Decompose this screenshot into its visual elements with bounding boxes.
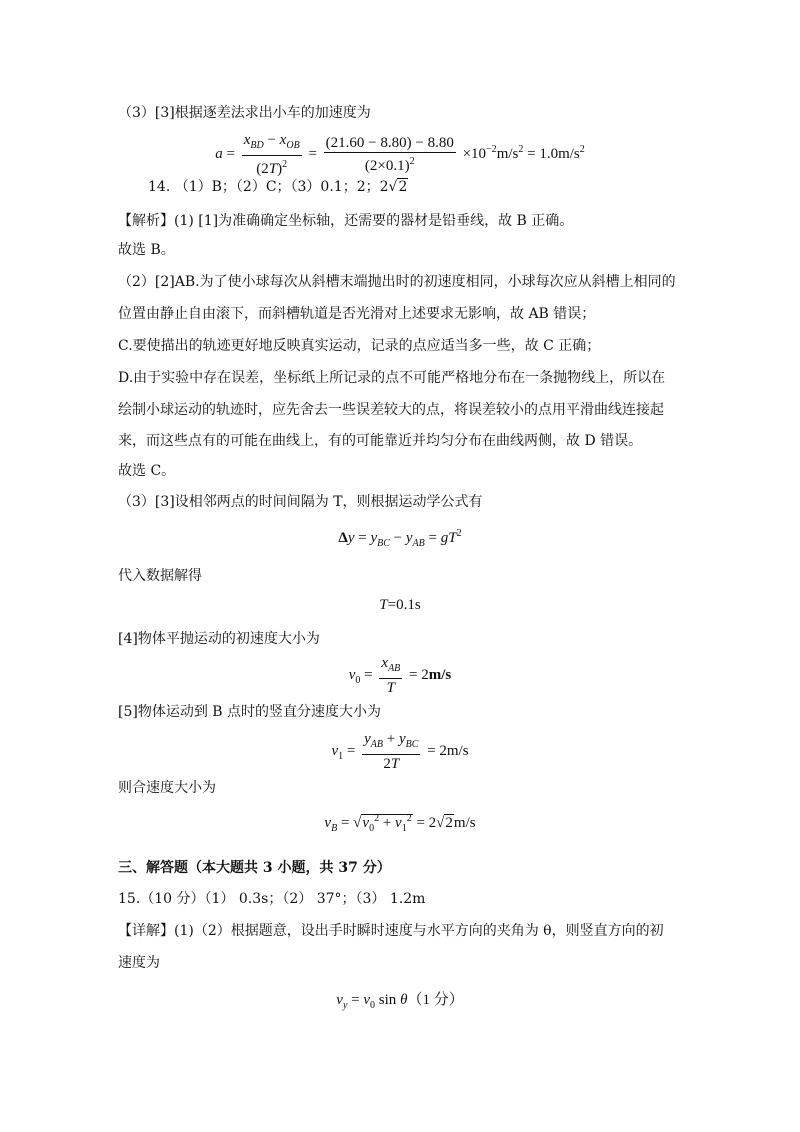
q14-3-intro: （3）[3]设相邻两点的时间间隔为 T，则根据运动学公式有 [118, 494, 483, 510]
v1-formula: $v_1$ = $\frac{y_{AB} + y_{BC}}{2T}$ = 2m/s [331, 731, 469, 772]
combined-speed-intro: 则合速度大小为 [118, 780, 216, 796]
q15-detail-2: 速度为 [118, 955, 160, 971]
t-value: T=0.1s [379, 597, 421, 613]
question-14-answer: 14. （1）B；（2）C；（3）0.1；2；2√2 [148, 179, 408, 195]
q14-2-option-d-2: 绘制小球运动的轨迹时，应先舍去一些误差较大的点，将误差较小的点用平滑曲线连接起 [118, 402, 664, 418]
section-3-header: （3）[3]根据逐差法求出小车的加速度为 [118, 105, 371, 121]
q14-2-line-2: 位置由静止自由滚下，而斜槽轨道是否光滑对上述要求无影响，故 AB 错误； [118, 306, 596, 322]
acceleration-formula: a = $\frac{x_{BD} - x_{OB}}{(2T)^2}$ = $\frac{(21.60 - 8.80) - 8.80}{(2\times 0.1)^2}$ $\times 10^{-2}m/s^2 = 1.0m/s^2$ [215, 132, 585, 177]
q14-2-option-d-3: 来，而这些点有的可能在曲线上，有的可能靠近并均匀分布在曲线两侧，故 D 错误。 [118, 433, 643, 449]
v1-intro: [5]物体运动到 B 点时的竖直分速度大小为 [118, 704, 382, 720]
substitute-data: 代入数据解得 [118, 568, 202, 584]
vb-formula: $v_B = √v_0^2 + v_1^2 = 2√2m/s$ [324, 813, 476, 834]
v0-formula: $v_0$ = $\frac{x_{AB}}{T}$ = 2m/s [348, 655, 452, 696]
q14-2-option-d-1: D.由于实验中存在误差，坐标纸上所记录的点不可能严格地分布在一条抛物线上，所以在 [118, 370, 666, 386]
v0-intro: [4]物体平抛运动的初速度大小为 [118, 631, 320, 647]
section-3-title: 三、解答题（本大题共 3 小题，共 37 分） [118, 860, 391, 876]
score-note: （1 分） [407, 992, 464, 1008]
q15-detail-1: 【详解】(1)（2）根据题意，设出手时瞬时速度与水平方向的夹角为 θ，则竖直方向的初 [118, 923, 664, 939]
q14-2-line-1: （2）[2]AB.为了使小球每次从斜槽末端抛出时的初速度相同，小球每次应从斜槽上相同的 [118, 274, 676, 290]
delta-y-formula: $\Delta y = y_{BC} - y_{AB} = gT^2$ [338, 528, 462, 549]
vy-formula: $v_y = v_0$ sin θ（1 分） [336, 992, 464, 1011]
choose-b: 故选 B。 [118, 242, 175, 258]
q14-2-option-c: C.要使描出的轨迹更好地反映真实运动，记录的点应适当多一些，故 C 正确； [118, 338, 601, 354]
q14-analysis-1: 【解析】(1) [1]为准确确定坐标轴，还需要的器材是铅垂线，故 B 正确。 [118, 213, 574, 229]
question-15-answer: 15.（10 分）（1） 0.3s；（2） 37°；（3） 1.2m [118, 891, 426, 907]
choose-c: 故选 C。 [118, 463, 176, 479]
